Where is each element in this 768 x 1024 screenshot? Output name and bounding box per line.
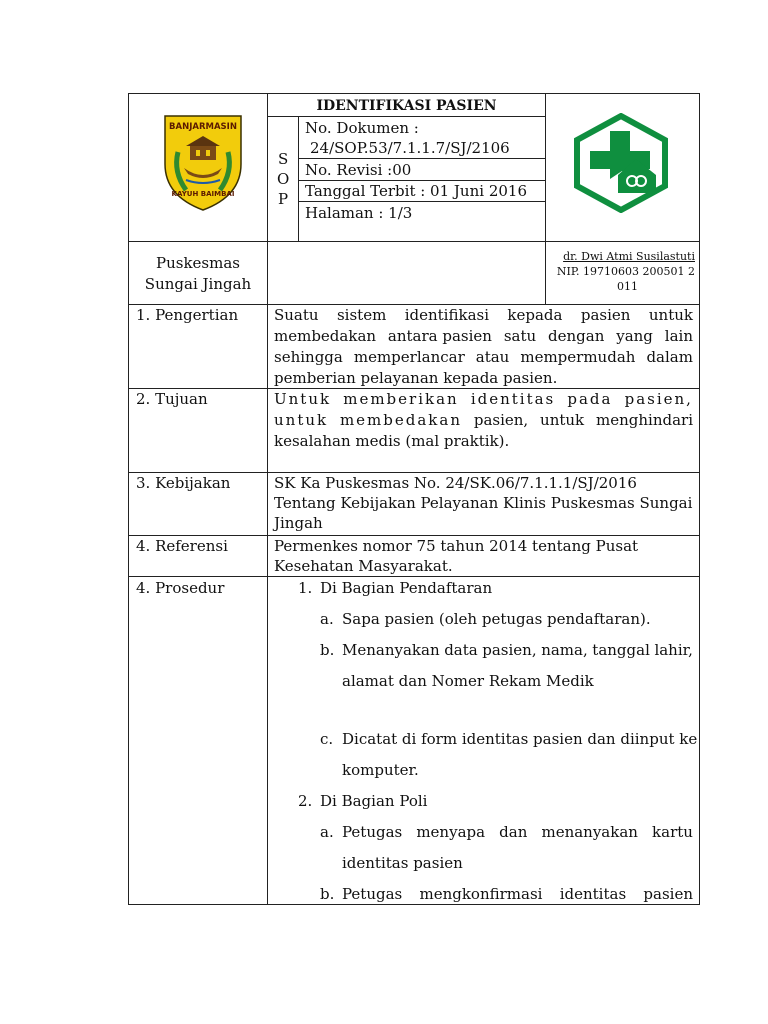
row-label-tujuan: 2. Tujuan bbox=[136, 390, 208, 408]
logo-top-text: BANJARMASIN bbox=[169, 122, 237, 132]
sop-letter-p: P bbox=[278, 190, 289, 208]
sop-letter-s: S bbox=[278, 150, 289, 168]
step2-b-line-1: Petugas mengkonfirmasi identitas pasien bbox=[342, 885, 693, 903]
issue-date: Tanggal Terbit : 01 Juni 2016 bbox=[305, 182, 527, 200]
step1-b-line-1: Menanyakan data pasien, nama, tanggal lahir, bbox=[342, 641, 693, 659]
border-tanggal-bottom bbox=[298, 201, 546, 202]
step1-c-line-2: komputer. bbox=[342, 761, 419, 779]
pengertian-line-3: sehingga memperlancar atau mempermudah dalam bbox=[274, 348, 693, 366]
tujuan-line-3: kesalahan medis (mal praktik). bbox=[274, 432, 510, 450]
logo-bottom-text: KAYUH BAIMBAI bbox=[171, 190, 235, 198]
border-row4-bottom bbox=[128, 576, 700, 577]
row-label-kebijakan: 3. Kebijakan bbox=[136, 474, 231, 492]
step1-c-line-1: Dicatat di form identitas pasien dan diinput ke bbox=[342, 730, 698, 748]
kebijakan-line-2: Tentang Kebijakan Pelayanan Klinis Puskesmas Sungai bbox=[274, 494, 693, 512]
border-revisi-bottom bbox=[298, 180, 546, 181]
step2-a-line-2: identitas pasien bbox=[342, 854, 463, 872]
row-label-pengertian: 1. Pengertian bbox=[136, 306, 239, 324]
step1-number: 1. bbox=[298, 579, 313, 597]
referensi-line-1: Permenkes nomor 75 tahun 2014 tentang Pusat bbox=[274, 537, 639, 555]
referensi-line-2: Kesehatan Masyarakat. bbox=[274, 557, 453, 575]
step2-a-line-1: Petugas menyapa dan menanyakan kartu bbox=[342, 823, 693, 841]
border-right bbox=[699, 93, 700, 905]
doc-number-value: 24/SOP.53/7.1.1.7/SJ/2106 bbox=[310, 139, 510, 157]
puskesmas-logo bbox=[572, 113, 670, 213]
border-title-bottom bbox=[268, 116, 546, 117]
kebijakan-line-3: Jingah bbox=[274, 514, 323, 532]
step1-c-marker: c. bbox=[320, 730, 334, 748]
border-row2-bottom bbox=[128, 472, 700, 473]
pengertian-line-1: Suatu sistem identifikasi kepada pasien untuk bbox=[274, 306, 693, 324]
border-label-col bbox=[267, 93, 268, 905]
step1-b-marker: b. bbox=[320, 641, 335, 659]
page-count: Halaman : 1/3 bbox=[305, 204, 413, 222]
signer-nip-line2: 011 bbox=[617, 280, 638, 293]
step1-a-marker: a. bbox=[320, 610, 334, 628]
border-left bbox=[128, 93, 129, 905]
step2-b-marker: b. bbox=[320, 885, 335, 903]
banjarmasin-logo bbox=[160, 112, 246, 212]
kebijakan-line-1: SK Ka Puskesmas No. 24/SK.06/7.1.1.1/SJ/2016 bbox=[274, 474, 637, 492]
border-top bbox=[128, 93, 700, 94]
border-bottom bbox=[128, 904, 700, 905]
revision-number: No. Revisi :00 bbox=[305, 161, 412, 179]
tujuan-line-2: untuk membedakan pasien, untuk menghindari bbox=[274, 411, 693, 429]
row-label-prosedur: 4. Prosedur bbox=[136, 579, 225, 597]
tujuan-line-1: Untuk memberikan identitas pada pasien, bbox=[274, 390, 693, 408]
org-name-line2: Sungai Jingah bbox=[144, 275, 252, 293]
border-row3-bottom bbox=[128, 535, 700, 536]
sop-letter-o: O bbox=[277, 170, 290, 188]
border-org-bottom bbox=[128, 304, 700, 305]
step1-b-line-2: alamat dan Nomer Rekam Medik bbox=[342, 672, 594, 690]
signer-name: dr. Dwi Atmi Susilastuti bbox=[563, 250, 695, 263]
step1-a-text: Sapa pasien (oleh petugas pendaftaran). bbox=[342, 610, 651, 628]
document-title: IDENTIFIKASI PASIEN bbox=[316, 98, 497, 114]
step1-title: Di Bagian Pendaftaran bbox=[320, 579, 493, 597]
step2-a-marker: a. bbox=[320, 823, 334, 841]
signer-nip-line1: NIP. 19710603 200501 2 bbox=[556, 265, 695, 278]
org-name-line1: Puskesmas bbox=[156, 254, 240, 272]
border-docno-bottom bbox=[298, 158, 546, 159]
pengertian-line-2: membedakan antara pasien satu dengan yang lain bbox=[274, 327, 693, 345]
doc-number-label: No. Dokumen : bbox=[305, 119, 419, 137]
border-header-bottom bbox=[128, 241, 700, 242]
border-sop-col bbox=[298, 116, 299, 241]
step2-title: Di Bagian Poli bbox=[320, 792, 428, 810]
border-row1-bottom bbox=[128, 388, 700, 389]
step2-number: 2. bbox=[298, 792, 313, 810]
row-label-referensi: 4. Referensi bbox=[136, 537, 228, 555]
pengertian-line-4: pemberian pelayanan kepada pasien. bbox=[274, 369, 558, 387]
